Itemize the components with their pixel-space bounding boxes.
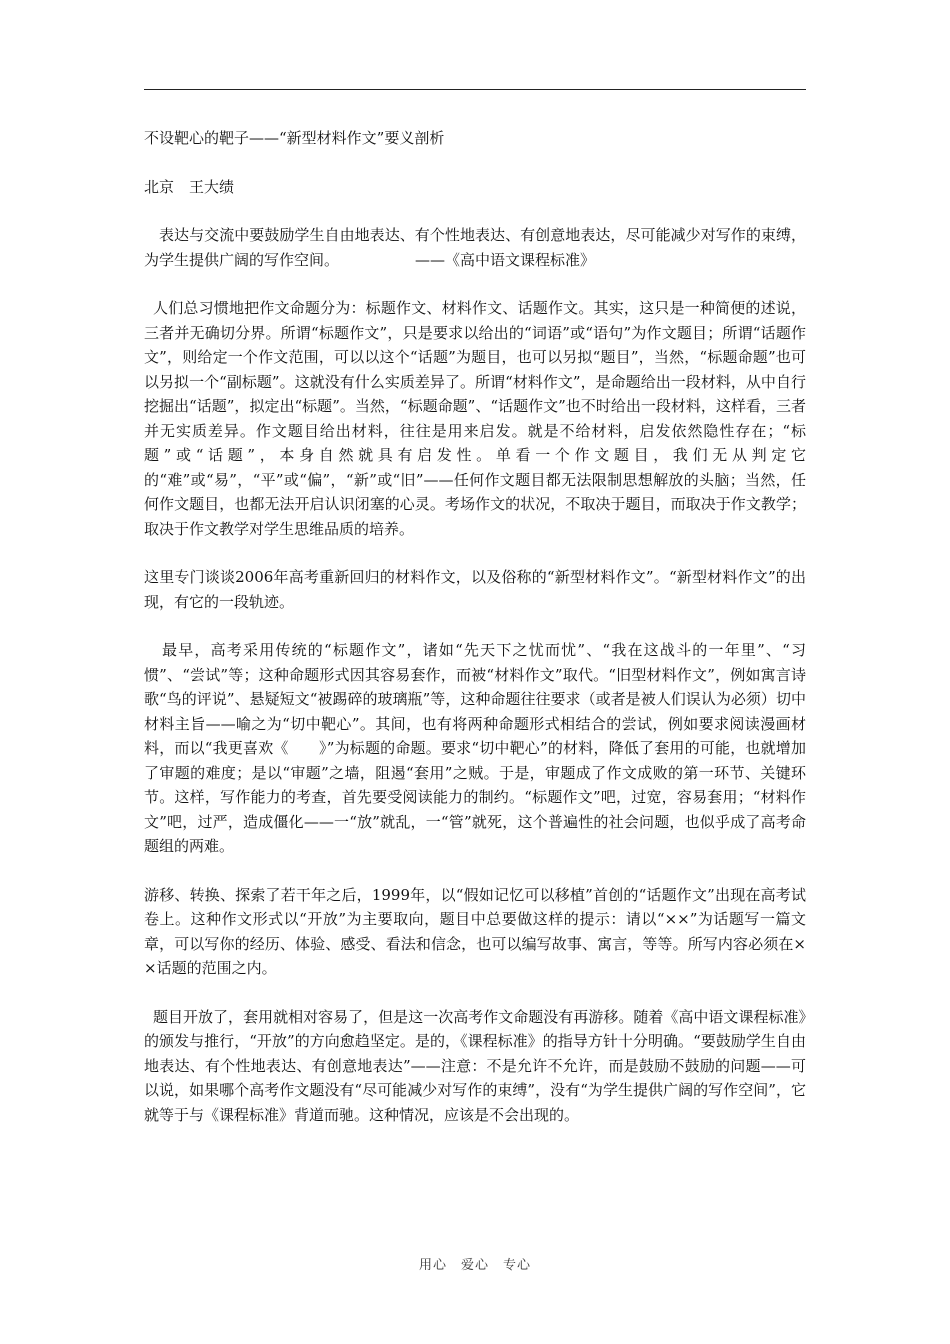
paragraph: 游移、转换、探索了若干年之后，1999年，以“假如记忆可以移植”首创的“话题作文”出现在高考试卷上。这种作文形式以“开放”为主要取向，题目中总要做这样的提示：请以“××”为话题写一篇文章，可以写你的经历、体验、感受、看法和信念，也可以编写故事、寓言，等等。所写内容必须在××话题的范围之内。 — [144, 885, 806, 977]
article-title: 不设靶心的靶子——“新型材料作文”要义剖析 — [144, 129, 445, 147]
paragraph: 题目开放了，套用就相对容易了，但是这一次高考作文命题没有再游移。随着《高中语文课程标准》的颁发与推行，“开放”的方向愈趋坚定。是的，《课程标准》的指导方针十分明确。“要鼓励学生自由地表达、有个性地表达、有创意地表达”——注意：不是允许不允许，而是鼓励不鼓励的问题——可以说，如果哪个高考作文题没有“尽可能减少对写作的束缚”，没有“为学生提供广阔的写作空间”，它就等于与《课程标准》背道而驰。这种情况，应该是不会出现的。 — [144, 1007, 806, 1124]
header-rule — [144, 89, 806, 90]
paragraph: 这里专门谈谈2006年高考重新回归的材料作文，以及俗称的“新型材料作文”。“新型材料作文”的出现，有它的一段轨迹。 — [144, 568, 806, 611]
epigraph — [144, 223, 806, 272]
article-body — [144, 126, 806, 1151]
epigraph-text: 表达与交流中要鼓励学生自由地表达、有个性地表达、有创意地表达，尽可能减少对写作的束缚，为学生提供广阔的写作空间。 — [144, 226, 806, 269]
epigraph-source: ——《高中语文课程标准》 — [415, 250, 596, 269]
paragraph: 人们总习惯地把作文命题分为：标题作文、材料作文、话题作文。其实，这只是一种简便的述说，三者并无确切分界。所谓“标题作文”，只是要求以给出的“词语”或“语句”为作文题目；所谓“话题作文”，则给定一个作文范围，可以以这个“话题”为题目，也可以另拟“题目”，当然，“标题命题”也可以另拟一个“副标题”。这就没有什么实质差异了。所谓“材料作文”，是命题给出一段材料，从中自行挖掘出“话题”，拟定出“标题”。当然，“标题命题”、“话题作文”也不时给出一段材料，这样看，三者并无实质差异。作文题目给出材料，往往是用来启发。就是不给材料，启发依然隐性存在；“标题”或“话题”，本身自然就具有启发性。单看一个作文题目，我们无从判定它的“难”或“易”，“平”或“偏”，“新”或“旧”——任何作文题目都无法限制思想解放的头脑；当然，任何作文题目，也都无法开启认识闭塞的心灵。考场作文的状况，不取决于题目，而取决于作文教学；取决于作文教学对学生思维品质的培养。 — [144, 299, 806, 538]
page-footer: 用心 爱心 专心 — [418, 1258, 531, 1273]
article-author: 北京 王大绩 — [144, 177, 235, 196]
paragraph: 最早，高考采用传统的“标题作文”，诸如“先天下之忧而忧”、“我在这战斗的一年里”、“习惯”、“尝试”等；这种命题形式因其容易套作，而被“材料作文”取代。“旧型材料作文”，例如寓言诗歌“鸟的评说”、悬疑短文“被踢碎的玻璃瓶”等，这种命题往往要求（或者是被人们误认为必须）切中材料主旨——喻之为“切中靶心”。其间，也有将两种命题形式相结合的尝试，例如要求阅读漫画材料，而以“我更喜欢《 》”为标题的命题。要求“切中靶心”的材料，降低了套用的可能，也就增加了审题的难度；是以“审题”之墙，阻遏“套用”之贼。于是，审题成了作文成败的第一环节、关键环节。这样，写作能力的考查，首先要受阅读能力的制约。“标题作文”吧，过宽，容易套用；“材料作文”吧，过严，造成僵化——一“放”就乱，一“管”就死，这个普遍性的社会问题，也似乎成了高考命题组的两难。 — [144, 641, 806, 855]
